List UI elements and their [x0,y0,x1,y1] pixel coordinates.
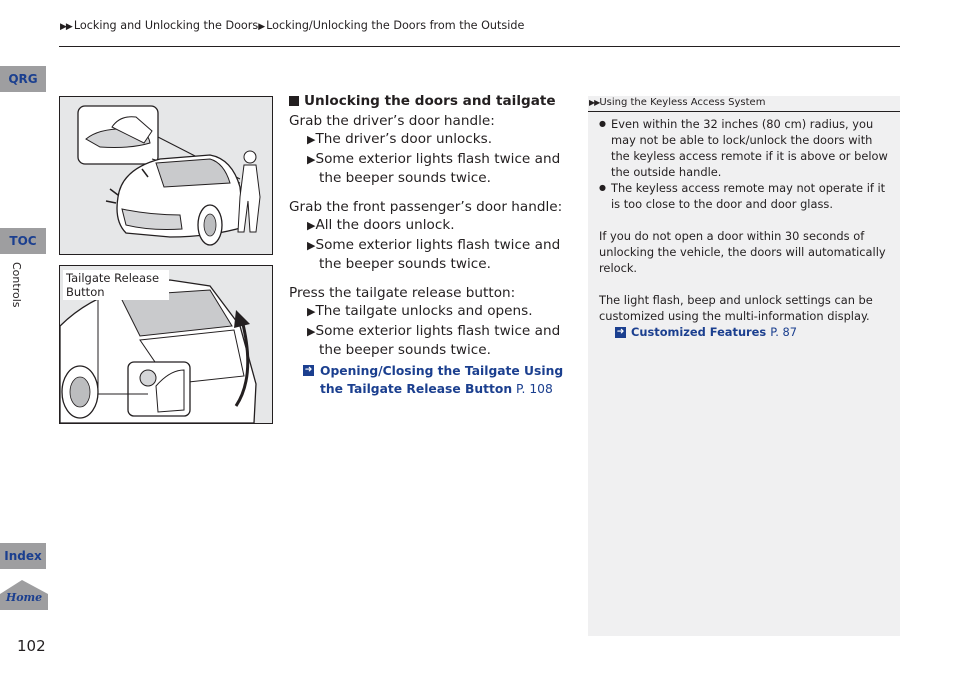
arrow-icon: ▶ [307,324,316,338]
step-result [301,130,579,150]
tailgate-release-callout: Tailgate Release Button [63,270,169,300]
step-result [301,236,579,274]
main-content [289,92,579,398]
sidebar-title [588,96,900,112]
step-result-text: Some exterior lights flash twice and the beeper sounds twice. [315,322,561,358]
arrow-icon: ▶ [307,152,316,166]
section-heading-text: Unlocking the doors and tailgate [304,93,556,109]
step-result-text: The tailgate unlocks and opens. [315,303,533,319]
link-arrow-icon: ➜ [304,364,313,375]
step-result [301,322,579,360]
door-handle-illustration [59,96,273,255]
home-button[interactable] [0,580,48,610]
sidebar-note [588,96,900,636]
car-front-icon [60,97,272,254]
tailgate-xref [289,362,579,398]
sidebar-bullet: ● The keyless access remote may not operate if it is too close to the door and door glass. [599,180,891,212]
breadcrumb-section[interactable]: Locking and Unlocking the Doors [73,19,259,32]
double-arrow-icon: ▶▶ [60,22,72,32]
tailgate-xref-link[interactable]: Opening/Closing the Tailgate Using the Tailgate Release Button [320,363,564,396]
square-bullet-icon [289,96,299,106]
arrow-icon: ▶ [307,133,316,146]
home-label: Home [5,591,43,604]
step-lead: Press the tailgate release button: [289,284,516,301]
sidebar-bullet: ● Even within the 32 inches (80 cm) radius, you may not be able to lock/unlock the doors with the keyless access remote if it is above or below the outside handle. [599,116,891,180]
step-result-text: All the doors unlock. [315,217,455,233]
breadcrumb [60,19,524,32]
qrg-tab[interactable]: QRG [0,66,46,92]
sidebar-paragraph: If you do not open a door within 30 seconds of unlocking the vehicle, the doors will automatically relock. [599,229,886,275]
arrow-icon: ▶ [258,22,265,32]
arrow-icon: ▶ [307,238,316,252]
section-heading [289,92,579,111]
step-result-text: Some exterior lights flash twice and the beeper sounds twice. [315,236,561,272]
page-number: 102 [17,637,46,655]
step-lead: Grab the driver’s door handle: [289,112,495,129]
arrow-icon: ▶ [307,219,316,232]
sidebar-paragraph: The light flash, beep and unlock settings can be customized using the multi-information display. [599,293,873,323]
double-arrow-icon: ▶▶ [589,98,600,107]
customized-features-xref [599,324,891,340]
step-result-text: Some exterior lights flash twice and the beeper sounds twice. [315,150,561,186]
step-result [301,150,579,188]
breadcrumb-page[interactable]: Locking/Unlocking the Doors from the Outside [266,19,525,32]
header-rule [59,46,900,47]
xref-page[interactable]: P. 87 [770,325,798,339]
sidebar-body [599,116,891,340]
index-tab[interactable]: Index [0,543,46,569]
toc-tab[interactable]: TOC [0,228,46,254]
step-lead: Grab the front passenger’s door handle: [289,198,563,215]
step-result-text: The driver’s door unlocks. [315,131,493,147]
customized-features-link[interactable]: Customized Features [631,325,767,339]
step-result [301,216,579,236]
chapter-label: Controls [10,262,23,308]
xref-page[interactable]: P. 108 [516,381,553,396]
sidebar-title-text: Using the Keyless Access System [599,97,766,108]
link-arrow-icon: ➜ [616,326,625,337]
step-result [301,302,579,322]
arrow-icon: ▶ [307,305,316,318]
